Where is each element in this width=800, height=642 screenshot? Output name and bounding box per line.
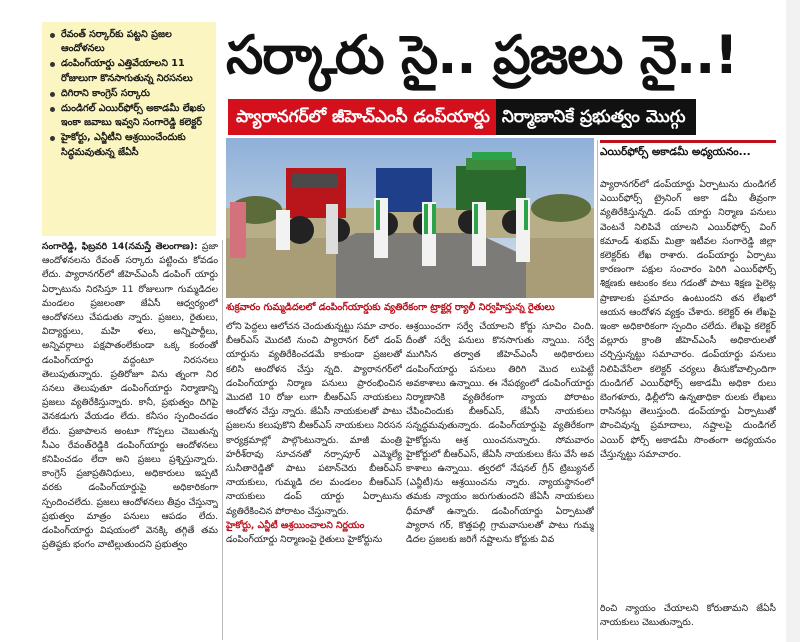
subheadline-red: ప్యారానగర్‌లో జీహెచ్‌ఎంసీ డంప్‌యార్డు [228, 99, 496, 135]
article-text: డంపింగ్‌యార్డు నిర్మాణంపై రైతులు హైకోర్టును [226, 534, 383, 546]
column-divider [222, 240, 223, 640]
highlight-item: రేవంత్ సర్కార్‌కు పట్టని ప్రజల ఆందోళనలు [50, 28, 210, 56]
headline: సర్కారు సై.. ప్రజలు నై..! [226, 25, 738, 86]
subheadline-black: నిర్మాణానికే ప్రభుత్వం మొగ్గు [496, 99, 696, 135]
article-column-2 [226, 320, 402, 640]
highlight-item: దిగిరాని కాంగ్రెస్ సర్కారు [50, 87, 210, 101]
photo-caption: శుక్రవారం గుమ్మడిదలలో డంపింగ్‌యార్డుకు వ్యతిరేకంగా ట్రాక్టర్ల ర్యాలీ నిర్వహిస్తున్న రైతులు [226, 302, 555, 313]
article-dateline: సంగారెడ్డి, ఫిబ్రవరి 14(నమస్తే తెలంగాణ): [42, 241, 198, 252]
side-story-column [600, 178, 776, 598]
highlight-item: డంపింగ్‌యార్డు ఎత్తివేయాలని 11 రోజులుగా కొనసాగుతున్న నిరసనలు [50, 57, 210, 85]
article-text: ప్యారానగర్‌లో డంప్‌యార్డు ఏర్పాటును దుండిగల్ ఎయిర్‌ఫోర్స్ ట్రైనింగ్ అకా డమీ తీవ్రంగా వ్యతిరేకిస్తున్నది. డంప్ యార్డు నిర్మాణ పనులు వెంటనే నిలిపివే యాలని ఎయిర్‌ఫోర్స్ వింగ్ కమాండ్ శుభమ్ మిత్రా ఇటీవల సంగారెడ్డి జిల్లా కలెక్టర్‌కు లేఖ రాశారు. డంప్‌యార్డు ఏర్పాటు కారణంగా పక్షుల సంచారం పెరిగి ఎయిర్‌ఫోర్స్ శిక్షణకు ఆటంకం కలు గడంతో పాటు శిక్షణ పైలెట్ల ప్రాణాలకు ప్రమాదం ఉంటుందని తన లేఖలో ఆయన ఆందోళన వ్యక్తం చేశారు. కలెక్టర్ ఈ లేఖపై ఇంకా అధికారికంగా స్పందిం చలేదు. లేఖపై కలెక్టర్ వల్లూరు క్రాంతి జీహెచ్‌ఎంసీ అధికారులతో చర్చిస్తున్నట్టు సమాచారం. డంప్‌యార్డు పనులు నిలిపివేసేలా కలెక్టర్ చర్యలు తీసుకోవాల్సిందిగా దుండిగల్ ఎయిర్‌ఫోర్స్ అకాడమీ అధికా రులు బెంగళూరు, ఢిల్లీలోని ఉన్నతాధికా రులకు లేఖలు రాసినట్లు తెలుస్తుంది. డంప్‌యార్డు ఏర్పాటుతో పొంచివున్న ప్రమాదాలు, నష్టాలపై దుండిగల్ ఎయిర్ ఫోర్స్ అకాడమీ సొంతంగా అధ్యయనం చేస్తున్నట్టు సమాచారం. [600, 179, 776, 460]
article-text: ప్రజా ఆందోళనలను రేవంత్ సర్కారు పట్టించు కోవడం లేదు. ప్యారానగర్‌లో జీహెచ్‌ఎంసీ డంపింగ్ యార్డు ఏర్పాటును నిరసిస్తూ 11 రోజులుగా గుమ్మడిదల మండలం ప్రజలంతా జేఏసీ ఆధ్వర్యంలో ఆందోళనలు చేపడుతు న్నారు. ప్రజలు, రైతులు, విద్యార్థులు, మహి ళలు, అన్నిపార్టీలు, అన్నివర్గాలు పక్షపాతంలేకుండా ఒక్క కంఠంతో డంపింగ్‌యార్డు వద్దంటూ నిరసనలు తెలుపుతున్నారు. ప్రతిరోజూ విను త్నంగా నిర సనలు తెలుపుతూ డంపింగ్‌యార్డు నిర్మాణాన్ని ప్రజలు వ్యతిరేకిస్తున్నారు. కానీ, ప్రభుత్వం దిగిపై వెనకడుగు వేయడం లేదు. కనీసం స్పందించడం లేదు. ప్రజాపాలన అంటూ గొప్పలు చెబుతున్న సీఎం రేవంత్‌రెడ్డికి డంపింగ్‌యార్డు ఆందోళనలు కనిపించడం లేదా అని ప్రజలు ప్రశ్నిస్తున్నారు. కాంగ్రెస్ ప్రజాప్రతినిధులు, అధికారులు ఇప్పటి వరకు డంపింగ్‌యార్డుపై అధికారికంగా స్పందించలేదు. ప్రజలు ఆందోళనలు తీవ్రం చేస్తున్నా ప్రభుత్వం మాత్రం పనులు ఆపడం లేదు. డంపింగ్‌యార్డు విషయంలో వెనక్కి తగ్గితే తమ ప్రతిష్ఠకు భంగం వాటిల్లుతుందని ప్రభుత్వం [42, 241, 218, 551]
highlight-item: హైకోర్టు, ఎన్జీటీని ఆశ్రయించేందుకు సిద్ధమవుతున్న జేఏసీ [50, 131, 210, 159]
article-text: లోని పెద్దలు ఆలోచన చెందుతున్నట్టు సమా చారం. బీఆర్‌ఎస్ మొదటి నుంచి ప్యారానగ ర్‌లో డంప్ యార్డును వ్యతిరేకించడమే కాకుండా ప్రజలతో కలిసి ఆందోళన చేస్తు న్నది. ప్యారానగర్‌లో డంపింగ్‌యార్డు నిర్మాణ పనులు ప్రారంభించిన మొదటి 10 రోజు లుగా బీఆర్‌ఎస్ నాయకులు ఆందోళన చేస్తు న్నారు. జేఏసీ నాయకులతో పాటు ప్రజలను కలుపుకొని బీఆర్‌ఎస్ నాయకులు నిరసన కార్యక్రమాల్లో పాల్గొంటున్నారు. మాజీ మంత్రి హరీశ్‌రావు సూచనతో నర్సాపూర్ ఎమ్మెల్యే సునీతారెడ్డితో పాటు పటాన్‌చెరు బీఆర్‌ఎస్ నాయకులు, గుమ్మడి దల మండలం బీఆర్‌ఎస్ నాయకులు డంప్ యార్డు ఏర్పాటును వ్యతిరేకించిన పోరాటం చేస్తున్నారు. [226, 321, 402, 517]
tractor-rally-illustration [226, 138, 594, 298]
article-column-3-continued [600, 602, 776, 640]
article-column-3 [406, 320, 594, 640]
column-divider [597, 140, 598, 640]
news-photo [226, 138, 594, 298]
subheadline [228, 99, 696, 135]
article-subheading: హైకోర్టు, ఎన్జీటీ ఆశ్రయించాలని నిర్ణయం [226, 519, 365, 531]
adjacent-page-edge [786, 0, 800, 642]
article-column-1 [42, 240, 218, 640]
highlights-box [42, 22, 216, 236]
article-text: రించి న్యాయం చేయాలని కోరుతామని జేఏసీ నాయకులు చెబుతున్నారు. [600, 603, 776, 629]
article-text: ఆశ్రయించగా సర్వే చేయాలని కోర్టు సూచిం చింది. దీంతో సర్వే పనులు కొనసాగుతు న్నాయి. సర్వే ముగిసిన తర్వాత జీహెచ్‌ఎంసీ అధికారులు డంపింగ్‌యార్డు పనులు తిరిగి మొద లుపెట్టే అవకాశాలు ఉన్నాయి. ఈ నేపథ్యంలో డంపింగ్‌యార్డు నిర్మాణానికి వ్యతిరేకంగా న్యాయ పోరాటం చేపించిందుకు బీఆర్‌ఎస్, జేఏసీ నాయకులు సన్నద్ధమవుతున్నారు. డంపింగ్‌యార్డుపై వ్యతిరేకంగా హైకోర్టును ఆశ్ర యించనున్నారు. సోమవారం హైకోర్టులో బీఆర్‌ఎస్, జేఏసీ నాయకులు కేసు వేసే అవ కాశాలు ఉన్నాయి. త్వరలో నేషనల్ గ్రీన్ ట్రిబ్యునల్ (ఎన్జీటీ)ను ఆశ్రయించను న్నారు. న్యాయస్థానంలో తమకు న్యాయం జరుగుతుందని జేఏసీ నాయకులు ధీమాతో ఉన్నారు. డంపింగ్‌యార్డు ఏర్పాటుతో ప్యారాన గర్, కొత్తపల్లి గ్రామవాసులతో పాటు గుమ్మ డిదల ప్రజలకు జరిగే నష్టాలను కోర్టుకు వివ [406, 321, 594, 546]
side-story-title: ఎయిర్‌ఫోర్స్ అకాడమీ అధ్యయనం... [600, 140, 776, 176]
highlight-item: దుండిగల్ ఎయిర్‌ఫోర్స్ అకాడమీ లేఖకు ఇంకా జవాబు ఇవ్వని సంగారెడ్డి కలెక్టర్ [50, 102, 210, 130]
